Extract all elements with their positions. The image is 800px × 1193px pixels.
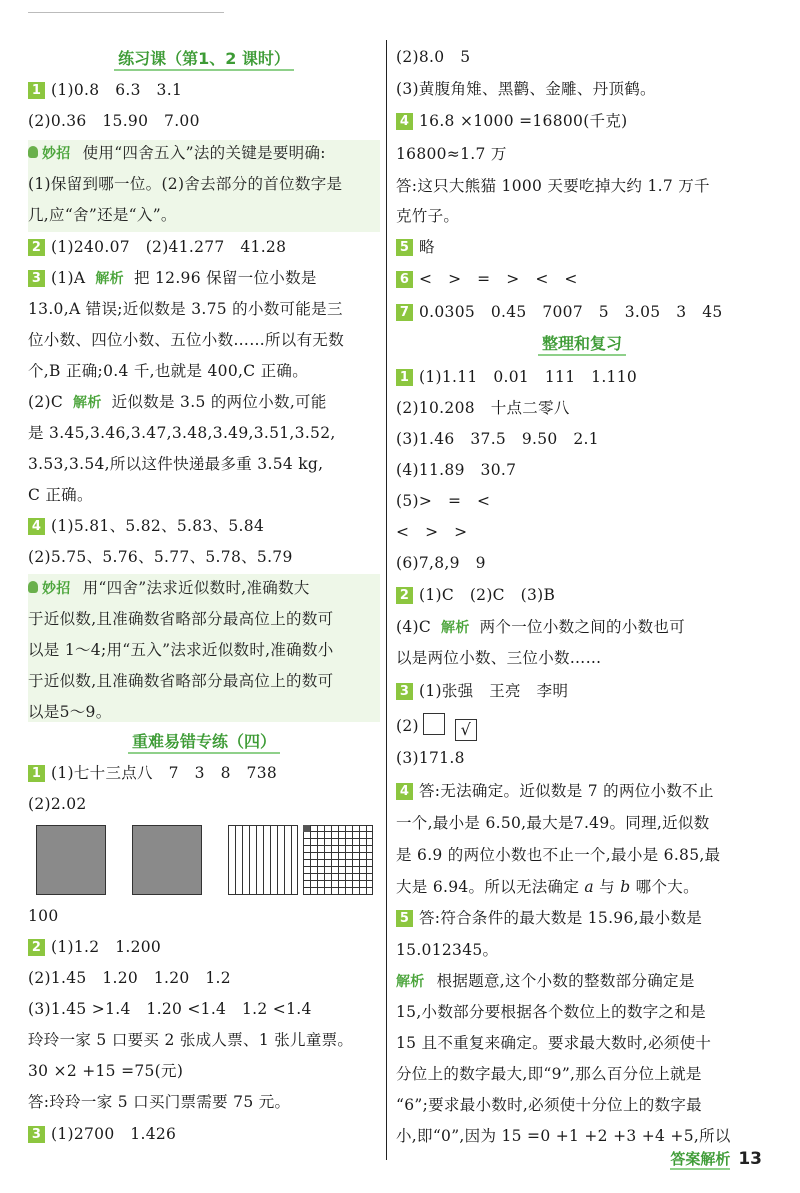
answer-line: 是 6.9 的两位小数也不止一个,最小是 6.85,最 [396, 846, 721, 864]
tip-line: 于近似数,且准确数省略部分最高位上的数可 [28, 672, 334, 690]
answer-line: (3)1.45 >1.4 1.20 <1.4 1.2 <1.4 [28, 1000, 312, 1018]
answer-line: 2 (1)1.2 1.200 [28, 936, 161, 958]
answer-line: 4 16.8 ×1000 =16800(千克) [396, 110, 628, 132]
question-number: 4 [396, 113, 413, 130]
checked-box: √ [455, 719, 477, 741]
answer-line: 15.012345。 [396, 941, 499, 959]
tip-line: (1)保留到哪一位。(2)舍去部分的首位数字是 [28, 175, 343, 193]
question-number: 1 [396, 369, 413, 386]
question-number: 5 [396, 910, 413, 927]
answer-line: 一个,最小是 6.50,最大是7.49。同理,近似数 [396, 814, 710, 832]
answer-line: 6 < > = > < < [396, 268, 578, 290]
tip-line: 于近似数,且准确数省略部分最高位上的数可 [28, 610, 334, 628]
answer-line: 15,小数部分要根据各个数位上的数字之和是 [396, 1003, 706, 1021]
analysis-label: 解析 [441, 620, 470, 636]
answer-line: 2 (1)C (2)C (3)B [396, 584, 555, 606]
answer-line: 是 3.45,3.46,3.47,3.48,3.49,3.51,3.52, [28, 424, 336, 442]
answer-line: (2)0.36 15.90 7.00 [28, 112, 200, 130]
tip-line: 妙招 用“四舍”法求近似数时,准确数大 [28, 577, 310, 600]
lightbulb-icon [28, 146, 38, 158]
answer-line: 1 (1)1.11 0.01 111 1.110 [396, 366, 637, 388]
answer-line: 3 (1)A 解析 把 12.96 保留一位小数是 [28, 267, 317, 290]
question-number: 1 [28, 765, 45, 782]
answer-line: 3.53,3.54,所以这件快递最多重 3.54 kg, [28, 455, 324, 473]
section-title-practice: 练习课（第1、2 课时） [28, 48, 380, 70]
answer-line: “6”;要求最小数时,必须使十分位上的数字最 [396, 1096, 702, 1114]
answer-line: < > > [396, 523, 468, 541]
answer-line: 以是两位小数、三位小数…… [396, 649, 602, 667]
column-divider [386, 40, 387, 1160]
answer-line: 7 0.0305 0.45 7007 5 3.05 3 45 [396, 301, 723, 323]
answer-line: 小,即“0”,因为 15 =0 +1 +2 +3 +4 +5,所以 [396, 1127, 731, 1145]
answer-line: (2)1.45 1.20 1.20 1.2 [28, 969, 231, 987]
page-footer [670, 1148, 762, 1169]
page-number: 13 [738, 1149, 762, 1169]
shaded-cell [303, 825, 310, 832]
question-number: 2 [28, 239, 45, 256]
tip-line: 以是 1～4;用“五入”法求近似数时,准确数小 [28, 641, 334, 659]
hundred-grid-figure [303, 825, 373, 895]
question-number: 5 [396, 239, 413, 256]
answer-line: 4 (1)5.81、5.82、5.83、5.84 [28, 515, 264, 537]
answer-line: 解析 根据题意,这个小数的整数部分确定是 [396, 972, 695, 990]
answer-line: 位小数、四位小数、五位小数……所以有无数 [28, 331, 345, 349]
answer-line: 13.0,A 错误;近似数是 3.75 的小数可能是三 [28, 300, 343, 318]
answer-line: (6)7,8,9 9 [396, 554, 486, 572]
answer-line: 100 [28, 907, 59, 925]
answer-line: (4)C 解析 两个一位小数之间的小数也可 [396, 618, 686, 636]
question-number: 3 [28, 1126, 45, 1143]
tip-line: 妙招 使用“四舍五入”法的关键是要明确: [28, 142, 326, 165]
shaded-square-figure [36, 825, 106, 895]
answer-line: (5)> = < [396, 492, 491, 510]
answer-line: (3)1.46 37.5 9.50 2.1 [396, 430, 599, 448]
question-number: 3 [396, 683, 413, 700]
answer-line: (2) √ [396, 713, 483, 741]
answer-line: 30 ×2 +15 =75(元) [28, 1062, 184, 1080]
answer-line: 个,B 正确;0.4 千,也就是 400,C 正确。 [28, 362, 308, 380]
answer-line: 2 (1)240.07 (2)41.277 41.28 [28, 236, 286, 258]
answer-line: (2)8.0 5 [396, 48, 471, 66]
question-number: 7 [396, 304, 413, 321]
question-number: 6 [396, 271, 413, 288]
answer-line: 大是 6.94。所以无法确定 a 与 b 哪个大。 [396, 878, 699, 896]
answer-line: 1 (1)七十三点八 7 3 8 738 [28, 762, 277, 784]
tip-line: 几,应“舍”还是“入”。 [28, 206, 177, 224]
answer-line: 玲玲一家 5 口要买 2 张成人票、1 张儿童票。 [28, 1031, 354, 1049]
column-strips-figure [228, 825, 298, 895]
answer-line: 答:这只大熊猫 1000 天要吃掉大约 1.7 万千 [396, 177, 710, 195]
empty-box [423, 713, 445, 735]
question-number: 1 [28, 82, 45, 99]
answer-line: 3 (1)张强 王亮 李明 [396, 680, 568, 702]
question-number: 4 [396, 783, 413, 800]
answer-line: 15 且不重复来确定。要求最大数时,必须使十 [396, 1034, 712, 1052]
question-number: 2 [396, 587, 413, 604]
question-number: 3 [28, 270, 45, 287]
answer-line: 3 (1)2700 1.426 [28, 1123, 176, 1145]
answer-line: (3)黄腹角雉、黑鹳、金雕、丹顶鹤。 [396, 80, 656, 98]
answer-line: 16800≈1.7 万 [396, 145, 507, 163]
answer-line: 4 答:无法确定。近似数是 7 的两位小数不止 [396, 780, 714, 802]
answer-line: 答:玲玲一家 5 口买门票需要 75 元。 [28, 1093, 291, 1111]
analysis-label: 解析 [396, 974, 425, 990]
footer-label: 答案解析 [670, 1150, 731, 1168]
answer-line: 5 答:符合条件的最大数是 15.96,最小数是 [396, 907, 702, 929]
answer-line: 分位上的数字最大,即“9”,那么百分位上就是 [396, 1065, 702, 1083]
tip-line: 以是5～9。 [28, 703, 112, 721]
answer-line: (2)5.75、5.76、5.77、5.78、5.79 [28, 548, 293, 566]
answer-line: (2)C 解析 近似数是 3.5 的两位小数,可能 [28, 393, 327, 411]
answer-line: (2)10.208 十点二零八 [396, 399, 570, 417]
answer-line: 克竹子。 [396, 207, 460, 225]
answer-line: (4)11.89 30.7 [396, 461, 517, 479]
answer-line: 5 略 [396, 236, 435, 258]
answer-line: 1 (1)0.8 6.3 3.1 [28, 79, 182, 101]
answer-line: (2)2.02 [28, 795, 87, 813]
lightbulb-icon [28, 581, 38, 593]
question-number: 2 [28, 939, 45, 956]
section-title-hard: 重难易错专练（四） [28, 731, 380, 753]
question-number: 4 [28, 518, 45, 535]
section-title-review: 整理和复习 [396, 333, 768, 355]
answer-line: (3)171.8 [396, 749, 465, 767]
analysis-label: 解析 [95, 271, 124, 287]
answer-line: C 正确。 [28, 486, 93, 504]
shaded-square-figure [132, 825, 202, 895]
top-rule [28, 12, 224, 13]
analysis-label: 解析 [73, 395, 102, 411]
